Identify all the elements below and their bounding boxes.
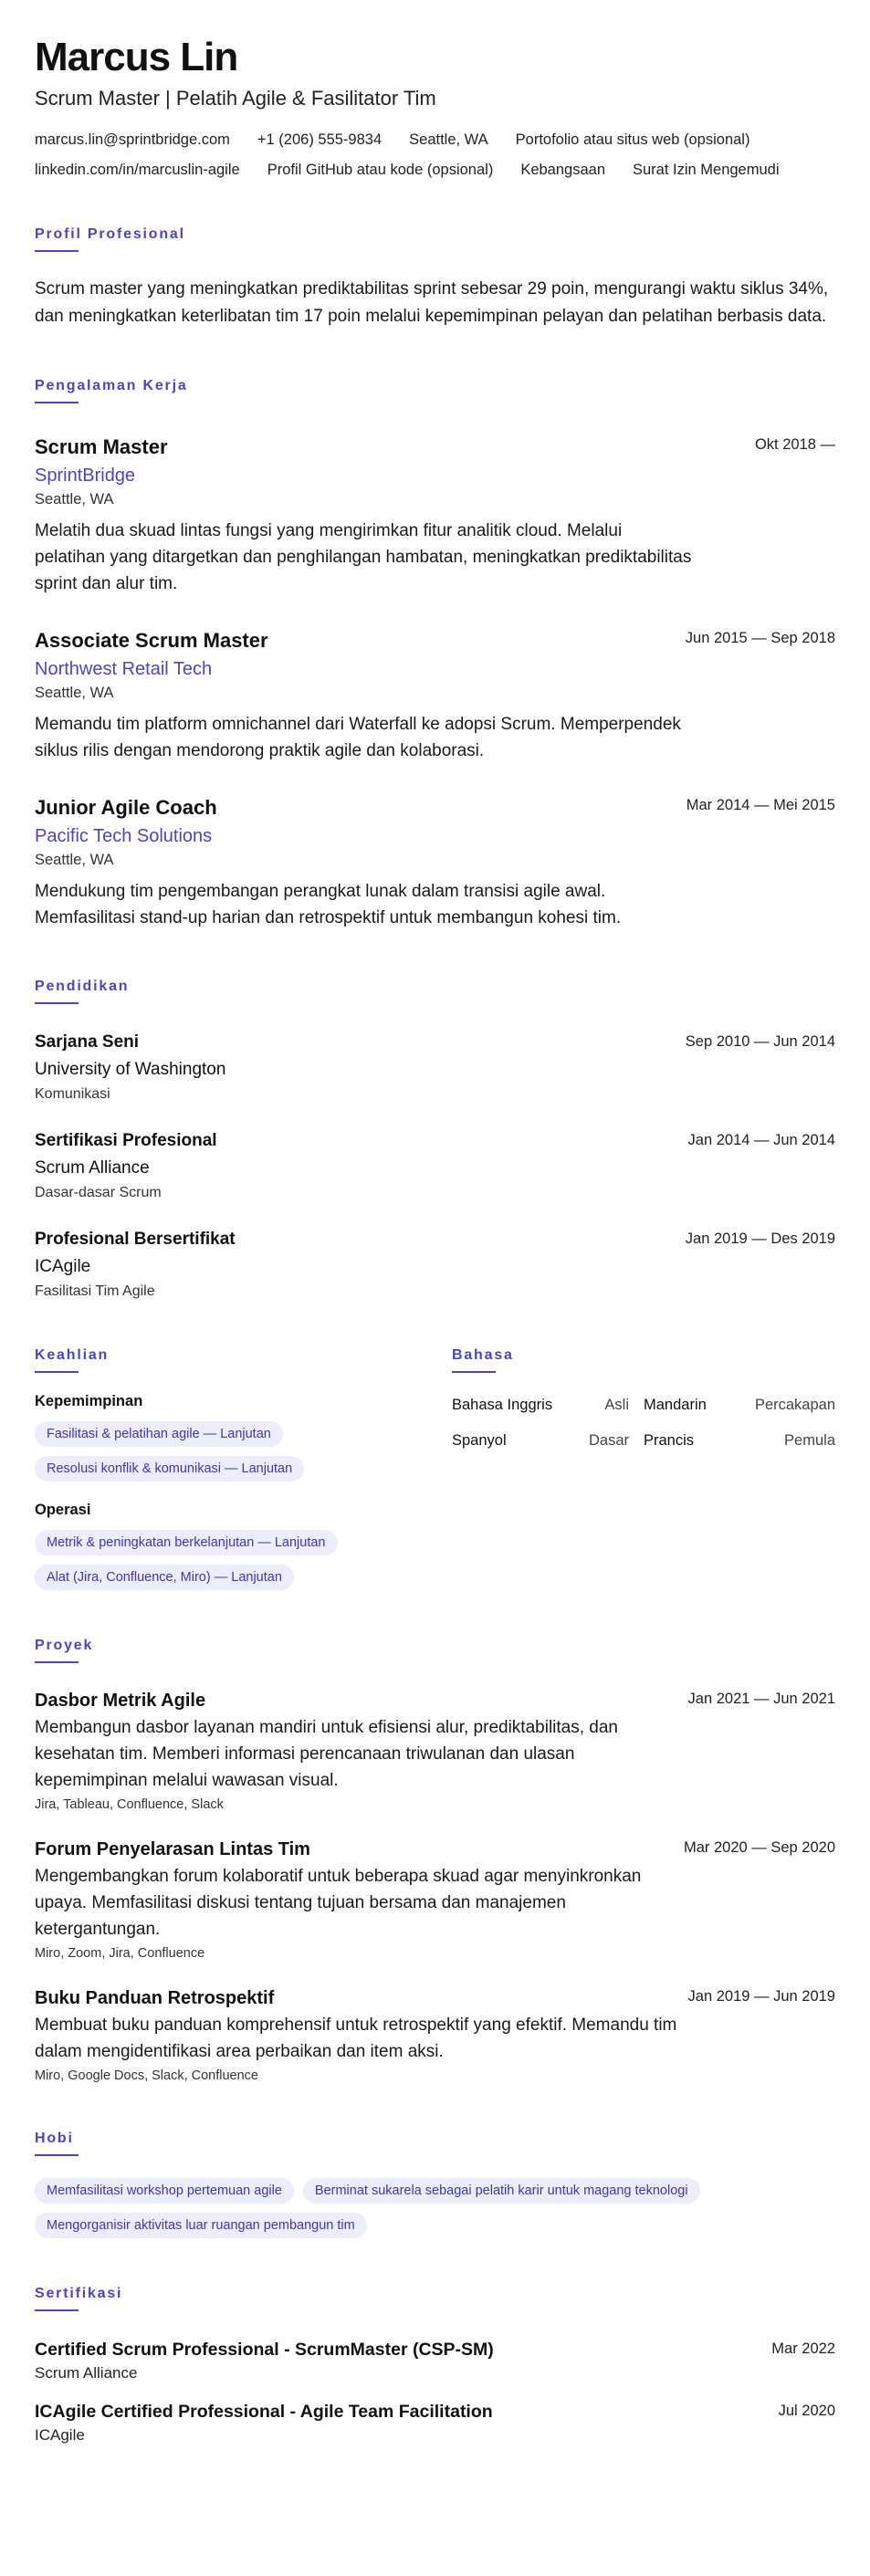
job-date: Okt 2018 — — [754, 436, 835, 453]
section-divider — [35, 2309, 79, 2311]
contact-info — [35, 131, 835, 179]
section-divider — [35, 1371, 79, 1373]
section-divider — [35, 1661, 79, 1663]
job-location: Seattle, WA — [35, 491, 114, 508]
skill-tags — [35, 1530, 452, 1590]
contact-location: Seattle, WA — [409, 131, 488, 148]
profile-section — [35, 226, 835, 330]
language-item — [452, 1432, 644, 1450]
job-description: Mendukung tim pengembangan perangkat lunak dalam transisi agile awal. Memfasilitasi stand-up harian dan retrospektif untuk membangun kohesi tim. — [35, 882, 622, 927]
section-divider — [35, 402, 79, 403]
section-divider — [452, 1371, 496, 1373]
contact-linkedin[interactable]: linkedin.com/in/marcuslin-agile — [35, 162, 240, 178]
language-name: Spanyol — [452, 1432, 507, 1449]
contact-email[interactable]: marcus.lin@sprintbridge.com — [35, 131, 230, 148]
education-field: Fasilitasi Tim Agile — [35, 1283, 155, 1299]
contact-phone[interactable]: +1 (206) 555-9834 — [257, 131, 383, 148]
candidate-name: Marcus Lin — [35, 35, 238, 79]
certification-name: Certified Scrum Professional - ScrumMaster (CSP-SM) — [35, 2340, 494, 2360]
project-tech: Miro, Google Docs, Slack, Confluence — [35, 2068, 258, 2083]
language-item — [644, 1432, 835, 1450]
skill-tag: Alat (Jira, Confluence, Miro) — Lanjutan — [35, 1565, 294, 1590]
project-date: Jan 2019 — Jun 2019 — [687, 1988, 835, 2005]
language-level: Asli — [604, 1397, 629, 1413]
education-degree: Sarjana Seni — [35, 1032, 140, 1052]
skill-group — [35, 1393, 452, 1482]
section-title: Pengalaman Kerja — [35, 378, 188, 393]
language-item — [644, 1397, 835, 1414]
hobbies-section — [35, 2131, 835, 2238]
certification-date: Jul 2020 — [778, 2403, 835, 2419]
education-school: Scrum Alliance — [35, 1158, 150, 1178]
job-company: Northwest Retail Tech — [35, 659, 213, 679]
skill-tag: Metrik & peningkatan berkelanjutan — Lanjutan — [35, 1530, 338, 1555]
project-name: Dasbor Metrik Agile — [35, 1691, 206, 1711]
project-name: Buku Panduan Retrospektif — [35, 1988, 275, 2008]
resume-header — [35, 35, 835, 179]
section-title: Sertifikasi — [35, 2286, 123, 2301]
education-date: Sep 2010 — Jun 2014 — [685, 1033, 835, 1050]
education-school: University of Washington — [35, 1060, 226, 1079]
languages-list — [452, 1397, 835, 1450]
language-level: Pemula — [784, 1432, 835, 1449]
experience-item — [35, 628, 835, 764]
job-location: Seattle, WA — [35, 685, 114, 701]
certification-issuer: ICAgile — [35, 2426, 85, 2444]
skill-group — [35, 1502, 452, 1590]
contact-nationality: Kebangsaan — [520, 162, 605, 178]
project-description: Membangun dasbor layanan mandiri untuk efisiensi alur, prediktabilitas, dan kesehatan tim. Memberi informasi perencanaan triwulanan dan ulasan kepemimpinan melalui wawasan visual. — [35, 1718, 618, 1790]
language-name: Mandarin — [644, 1397, 707, 1413]
section-title: Profil Profesional — [35, 226, 185, 242]
section-title: Pendidikan — [35, 979, 130, 994]
experience-item — [35, 435, 835, 597]
education-field: Komunikasi — [35, 1086, 110, 1102]
section-divider — [35, 2154, 79, 2156]
section-divider — [35, 250, 79, 252]
education-school: ICAgile — [35, 1257, 91, 1276]
certification-item — [35, 2401, 835, 2445]
language-level: Dasar — [588, 1432, 629, 1449]
hobby-tags — [35, 2178, 835, 2238]
language-name: Prancis — [644, 1432, 695, 1449]
project-date: Jan 2021 — Jun 2021 — [687, 1691, 835, 1707]
section-title: Keahlian — [35, 1347, 110, 1363]
experience-section — [35, 378, 835, 931]
certification-issuer: Scrum Alliance — [35, 2364, 138, 2382]
section-title: Proyek — [35, 1638, 94, 1653]
candidate-headline: Scrum Master | Pelatih Agile & Fasilitator Tim — [35, 87, 436, 110]
education-item — [35, 1229, 835, 1300]
education-degree: Sertifikasi Profesional — [35, 1131, 217, 1150]
certifications-section — [35, 2286, 835, 2445]
job-description: Melatih dua skuad lintas fungsi yang mengirimkan fitur analitik cloud. Melalui pelatihan yang ditargetkan dan penghilangan hambatan, meningkatkan prediktabilitas sprint dan alur tim. — [35, 521, 692, 593]
languages-section — [452, 1347, 835, 1590]
job-date: Jun 2015 — Sep 2018 — [685, 630, 835, 646]
job-location: Seattle, WA — [35, 852, 114, 868]
job-title: Associate Scrum Master — [35, 629, 268, 652]
project-tech: Jira, Tableau, Confluence, Slack — [35, 1797, 224, 1812]
section-title: Hobi — [35, 2131, 74, 2146]
job-description: Memandu tim platform omnichannel dari Waterfall ke adopsi Scrum. Memperpendek siklus rilis dengan mendorong praktik agile dan kolaborasi. — [35, 715, 681, 760]
language-item — [452, 1397, 644, 1414]
project-date: Mar 2020 — Sep 2020 — [683, 1839, 835, 1856]
project-description: Membuat buku panduan komprehensif untuk retrospektif yang efektif. Memandu tim dalam mengidentifikasi area perbaikan dan item aksi. — [35, 2016, 677, 2061]
certification-name: ICAgile Certified Professional - Agile Team Facilitation — [35, 2402, 493, 2422]
section-title: Bahasa — [452, 1347, 514, 1363]
hobby-tag: Berminat sukarela sebagai pelatih karir untuk magang teknologi — [303, 2178, 700, 2204]
skill-tag: Resolusi konflik & komunikasi — Lanjutan — [35, 1456, 304, 1482]
hobby-tag: Memfasilitasi workshop pertemuan agile — [35, 2178, 294, 2204]
education-date: Jan 2014 — Jun 2014 — [687, 1132, 835, 1148]
section-divider — [35, 1002, 79, 1004]
education-date: Jan 2019 — Des 2019 — [685, 1230, 835, 1247]
profile-summary: Scrum master yang meningkatkan prediktabilitas sprint sebesar 29 poin, mengurangi waktu siklus 34%, dan meningkatkan keterlibatan tim 17 poin melalui kepemimpinan pelayan dan pelatihan berbasis data. — [35, 279, 829, 326]
language-name: Bahasa Inggris — [452, 1397, 553, 1413]
education-section — [35, 979, 835, 1300]
projects-section — [35, 1638, 835, 2083]
hobby-tag: Mengorganisir aktivitas luar ruangan pembangun tim — [35, 2213, 367, 2238]
skills-section — [35, 1347, 452, 1590]
education-item — [35, 1130, 835, 1201]
certification-date: Mar 2022 — [771, 2340, 835, 2357]
job-company: SprintBridge — [35, 466, 136, 486]
skills-languages-row — [35, 1347, 835, 1590]
language-level: Percakapan — [754, 1397, 835, 1413]
project-description: Mengembangkan forum kolaboratif untuk beberapa skuad agar menyinkronkan upaya. Memfasilitasi diskusi tentang tujuan bersama dan manajemen ketergantungan. — [35, 1867, 642, 1939]
contact-driving-license: Surat Izin Mengemudi — [633, 162, 780, 178]
skill-group-title: Operasi — [35, 1502, 91, 1518]
project-tech: Miro, Zoom, Jira, Confluence — [35, 1946, 205, 1961]
project-item — [35, 1986, 835, 2083]
project-item — [35, 1689, 835, 1812]
job-company: Pacific Tech Solutions — [35, 826, 213, 846]
skill-tag: Fasilitasi & pelatihan agile — Lanjutan — [35, 1421, 283, 1447]
skill-tags — [35, 1421, 452, 1482]
education-field: Dasar-dasar Scrum — [35, 1185, 162, 1200]
job-date: Mar 2014 — Mei 2015 — [686, 797, 835, 813]
project-name: Forum Penyelarasan Lintas Tim — [35, 1839, 310, 1859]
contact-github[interactable]: Profil GitHub atau kode (opsional) — [267, 162, 494, 178]
job-title: Scrum Master — [35, 435, 168, 458]
certification-item — [35, 2339, 835, 2382]
contact-portfolio[interactable]: Portofolio atau situs web (opsional) — [515, 131, 750, 148]
education-degree: Profesional Bersertifikat — [35, 1230, 236, 1249]
education-item — [35, 1031, 835, 1103]
experience-item — [35, 795, 835, 931]
project-item — [35, 1838, 835, 1961]
skill-group-title: Kepemimpinan — [35, 1393, 143, 1409]
job-title: Junior Agile Coach — [35, 796, 217, 819]
